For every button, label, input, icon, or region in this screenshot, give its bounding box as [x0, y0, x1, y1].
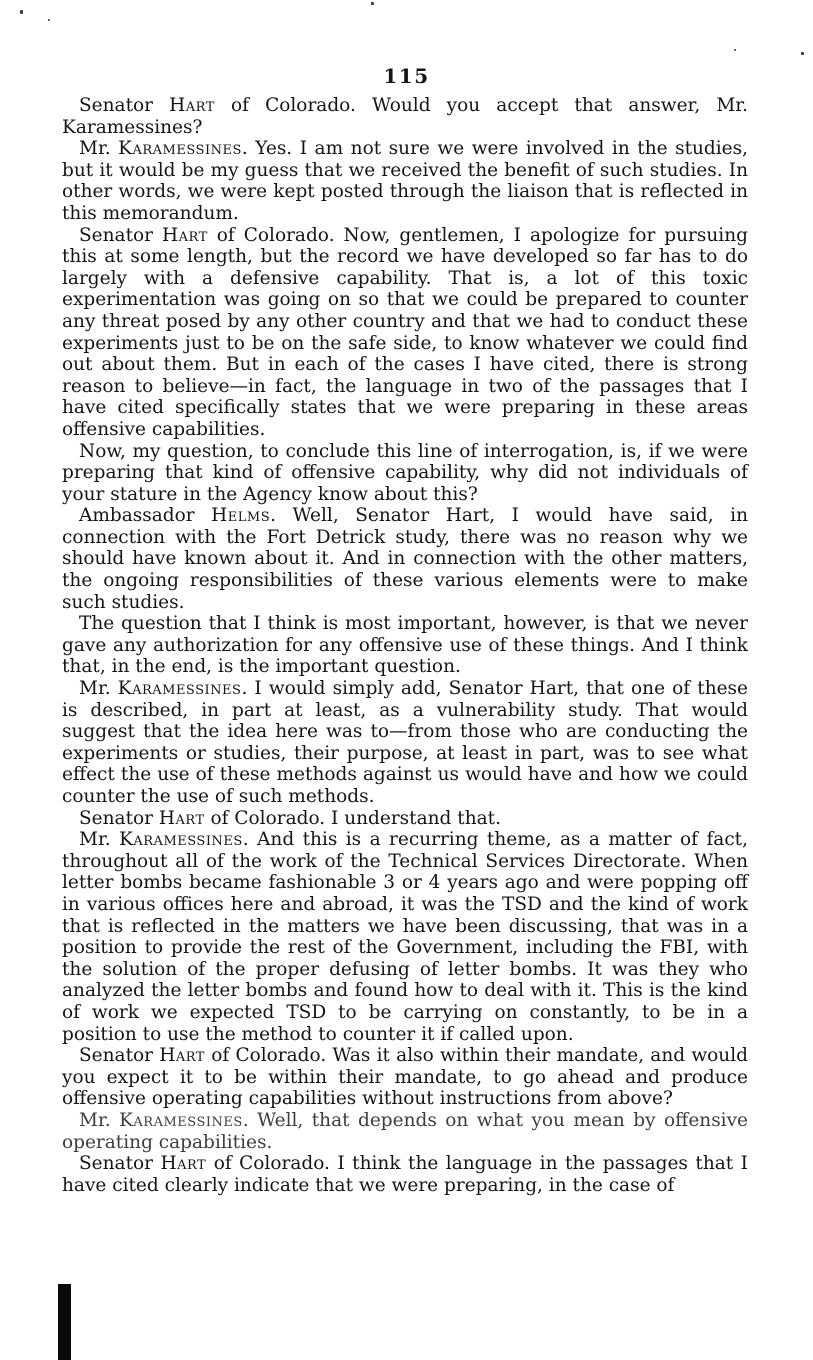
paragraph-text: Now, my question, to conclude this line of interrogation, is, if we were preparing that kind of offensive capability, why did not individuals of your stature in the Agency know about this? — [62, 440, 748, 505]
scan-artifact-bar — [58, 1284, 71, 1360]
transcript-body — [62, 95, 748, 1196]
speaker-title: Ambassador — [79, 505, 212, 527]
scan-speck — [801, 52, 804, 55]
paragraph-text: of Colorado. Would you accept that answer, Mr. Karamessines? — [62, 95, 748, 138]
speaker-title: Mr. — [79, 829, 120, 851]
speaker-name: Hart — [160, 1153, 207, 1175]
speaker-title: Mr. — [79, 1109, 120, 1131]
transcript-paragraph — [62, 829, 748, 1045]
speaker-name: Karamessines — [118, 138, 242, 160]
scan-speck — [20, 10, 23, 14]
paragraph-text: . Well, that depends on what you mean by offensive operating capabilities. — [62, 1109, 749, 1153]
scan-speck — [371, 2, 374, 5]
paragraph-text: of Colorado. Was it also within their mandate, and would you expect it to be within their mandate, to go ahead and produce offensive operating capabilities without instructions from above? — [62, 1045, 748, 1110]
transcript-paragraph — [62, 138, 748, 224]
transcript-paragraph — [62, 808, 748, 830]
transcript-paragraph — [62, 678, 748, 808]
paragraph-text: . Yes. I am not sure we were involved in the studies, but it would be my guess that we received the benefit of such studies. In other words, we were kept posted through the liaison that is reflected in this memorandum. — [62, 138, 749, 224]
transcript-paragraph — [62, 225, 748, 441]
speaker-name: Hart — [158, 807, 205, 829]
transcript-paragraph — [62, 1110, 748, 1153]
paragraph-text: . I would simply add, Senator Hart, that one of these is described, in part at least, as a vulnerability study. That would suggest that the idea here was to—from those who are conducting the experiments or studies, their purpose, at least in part, was to see what effect the use of these methods against us would have and how we could counter the use of such methods. — [62, 678, 748, 807]
transcript-paragraph — [62, 441, 748, 506]
paragraph-text: of Colorado. I understand that. — [204, 807, 501, 829]
transcript-paragraph — [62, 1153, 748, 1196]
scan-speck — [48, 19, 50, 21]
speaker-name: Hart — [169, 95, 215, 116]
speaker-name: Karamessines — [119, 1109, 243, 1131]
speaker-title: Senator — [79, 224, 162, 246]
speaker-title: Mr. — [79, 138, 119, 160]
speaker-name: Helms — [211, 505, 271, 527]
transcript-paragraph — [62, 1045, 748, 1110]
speaker-name: Hart — [161, 224, 208, 246]
speaker-title: Senator — [79, 807, 159, 829]
speaker-name: Karamessines — [117, 678, 242, 700]
paragraph-text: . Well, Senator Hart, I would have said, in connection with the Fort Detrick study, there was no reason why we should have known about it. And in connection with the other matters, the ongoing responsibilities of these various elements were to make such studies. — [62, 505, 748, 613]
speaker-name: Karamessines — [119, 829, 243, 851]
paragraph-text: The question that I think is most important, however, is that we never gave any authorization for any offensive use of these things. And I think that, in the end, is the important question. — [62, 613, 748, 678]
page-number: 115 — [383, 64, 430, 88]
paragraph-text: . And this is a recurring theme, as a matter of fact, throughout all of the work of the Technical Services Directorate. When letter bombs became fashionable 3 or 4 years ago and were popping off in various offices here and abroad, it was the TSD and the kind of work that is reflected in the matters we have been discussing, that was in a position to provide the rest of the Government, including the FBI, with the solution of the proper defusing of letter bombs. It was they who analyzed the letter bombs and found how to deal with it. This is the kind of work we expected TSD to be carrying on constantly, to be in a position to use the method to counter it if called upon. — [62, 829, 748, 1045]
speaker-title: Senator — [79, 95, 170, 116]
paragraph-text: of Colorado. I think the language in the passages that I have cited clearly indicate that we were preparing, in the case of — [62, 1153, 748, 1196]
scan-speck — [734, 49, 736, 51]
paragraph-text: of Colorado. Now, gentlemen, I apologize for pursuing this at some length, but the record we have developed so far has to do largely with a defensive capability. That is, a lot of this toxic experimentation was going on so that we could be prepared to counter any threat posed by any other country and that we had to conduct these experiments just to be on the safe side, to know whatever we could find out about them. But in each of the cases I have cited, there is strong reason to believe—in fact, the language in two of the passages that I have cited specifically states that we were preparing in these areas offensive capabilities. — [62, 224, 748, 440]
speaker-title: Senator — [79, 1045, 160, 1067]
speaker-title: Mr. — [79, 678, 118, 700]
speaker-title: Senator — [79, 1153, 161, 1175]
transcript-paragraph — [62, 505, 748, 613]
transcript-paragraph — [62, 95, 748, 138]
speaker-name: Hart — [159, 1045, 205, 1067]
transcript-paragraph — [62, 613, 748, 678]
